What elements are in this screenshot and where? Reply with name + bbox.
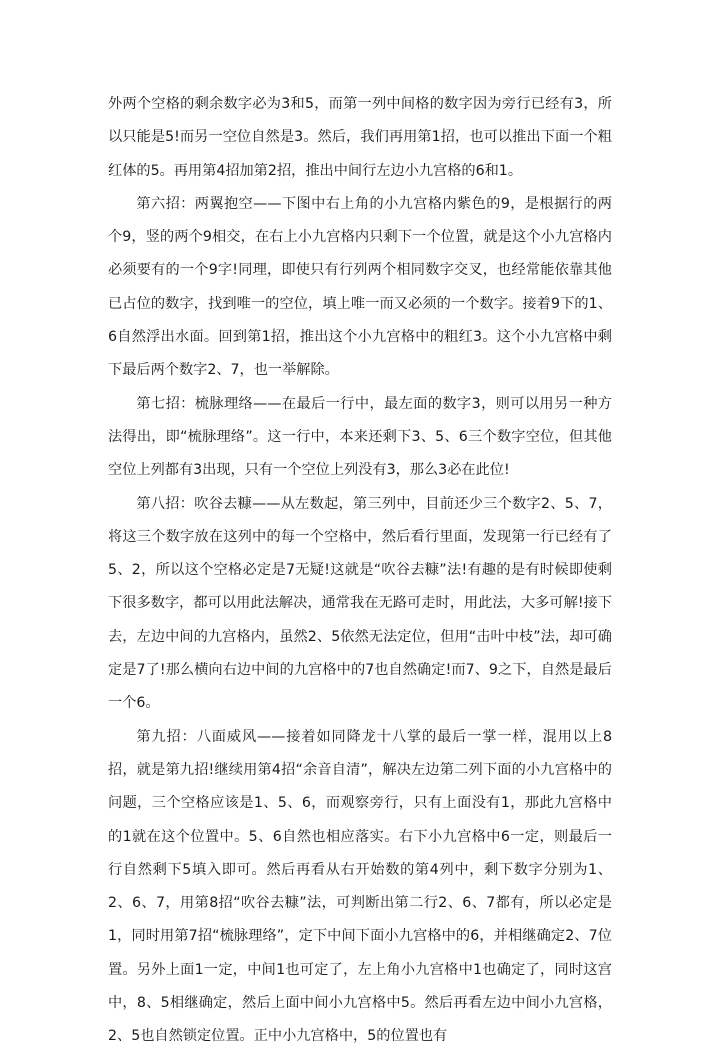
paragraph-1: 外两个空格的剩余数字必为3和5，而第一列中间格的数字因为旁行已经有3，所以只能是5!而另一空位自然是3。然后，我们再用第1招，也可以推出下面一个粗红体的5。再用第4招加第2招，推出中间行左边小九宫格的6和1。 bbox=[108, 96, 612, 179]
document-page bbox=[108, 88, 612, 1054]
paragraph-move-6: 第六招：两翼抱空——下图中右上角的小九宫格内紫色的9，是根据行的两个9，竖的两个9相交，在右上小九宫格内只剩下一个位置，就是这个小九宫格内必须要有的一个9字!同理，即使只有行列两个相同数字交叉，也经常能依靠其他已占位的数字，找到唯一的空位，填上唯一而又必须的一个数字。接着9下的1、6自然浮出水面。回到第1招，推出这个小九宫格中的粗红3。这个小九宫格中剩下最后两个数字2、7，也一举解除。 bbox=[108, 195, 612, 379]
paragraph-move-9: 第九招：八面威风——接着如同降龙十八掌的最后一掌一样，混用以上8招，就是第九招!继续用第4招“余音自清”，解决左边第二列下面的小九宫格中的问题，三个空格应该是1、5、6，而观察旁行，只有上面没有1，那此九宫格中的1就在这个位置中。5、6自然也相应落实。右下小九宫格中6一定，则最后一行自然剩下5填入即可。然后再看从右开始数的第4列中，剩下数字分别为1、2、6、7，用第8招“吹谷去糠”法，可判断出第二行2、6、7都有，所以必定是1，同时用第7招“梳脉理络”，定下中间下面小九宫格中的6，并相继确定2、7位置。另外上面1一定，中间1也可定了，左上角小九宫格中1也确定了，同时这宫中，8、5相继确定，然后上面中间小九宫格中5。然后再看左边中间小九宫格，2、5也自然锁定位置。正中小九宫格中，5的位置也有 bbox=[108, 728, 612, 1045]
paragraph-move-8: 第八招：吹谷去糠——从左数起，第三列中，目前还少三个数字2、5、7，将这三个数字放在这列中的每一个空格中，然后看行里面，发现第一行已经有了5、2，所以这个空格必定是7无疑!这就是“吹谷去糠”法!有趣的是有时候即使剩下很多数字，都可以用此法解决，通常我在无路可走时，用此法，大多可解!接下去，左边中间的九宫格内，虽然2、5依然无法定位，但用“击叶中枝”法，却可确定是7了!那么横向右边中间的九宫格中的7也自然确定!而7、9之下，自然是最后一个6。 bbox=[108, 495, 612, 712]
paragraph-move-7: 第七招：梳脉理络——在最后一行中，最左面的数字3，则可以用另一种方法得出，即“梳脉理络”。这一行中，本来还剩下3、5、6三个数字空位，但其他空位上列都有3出现，只有一个空位上列没有3，那么3必在此位! bbox=[108, 395, 612, 479]
